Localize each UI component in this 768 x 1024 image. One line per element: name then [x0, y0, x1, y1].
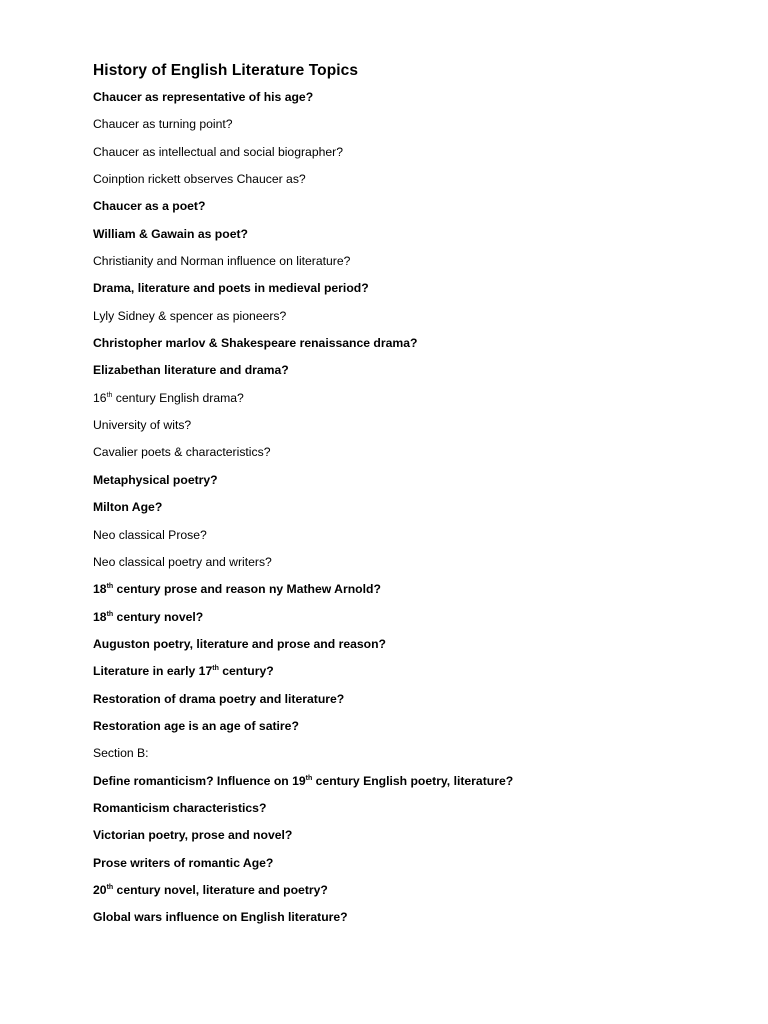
topic-text-continued: century prose and reason ny Mathew Arnold? [113, 582, 381, 597]
topic-item [93, 855, 733, 871]
topic-text: Define romanticism? Influence on 19 [93, 773, 306, 788]
topic-text: Metaphysical poetry? [93, 472, 218, 487]
topic-text: Victorian poetry, prose and novel? [93, 828, 293, 843]
topic-item [93, 909, 733, 925]
topic-text: Drama, literature and poets in medieval period? [93, 281, 369, 296]
topic-text: Global wars influence on English literature? [93, 910, 348, 925]
topic-item [93, 417, 733, 433]
topic-item [93, 89, 733, 105]
topic-text: University of wits? [93, 418, 192, 433]
topic-text: Section B: [93, 746, 149, 761]
ordinal-suffix: th [106, 610, 114, 618]
topic-text-continued: century novel? [113, 609, 204, 624]
topic-text: Lyly Sidney & spencer as pioneers? [93, 308, 287, 323]
ordinal-suffix: th [106, 391, 113, 399]
topic-item [93, 581, 733, 597]
topic-text: 18 [93, 609, 107, 624]
topic-text: Cavalier poets & characteristics? [93, 445, 271, 460]
topic-text: 16 [93, 390, 107, 405]
topic-text-continued: century English drama? [112, 390, 244, 405]
ordinal-suffix: th [305, 774, 313, 782]
topic-list [93, 89, 733, 925]
topic-text: Restoration age is an age of satire? [93, 718, 299, 733]
topic-item [93, 827, 733, 843]
topic-item [93, 116, 733, 132]
topic-text: Literature in early 17 [93, 664, 213, 679]
topic-item [93, 609, 733, 625]
topic-text: Chaucer as a poet? [93, 199, 206, 214]
topic-text-continued: century English poetry, literature? [312, 773, 514, 788]
topic-item [93, 800, 733, 816]
topic-text: Chaucer as turning point? [93, 117, 233, 132]
topic-text: Chaucer as representative of his age? [93, 90, 314, 104]
topic-item [93, 362, 733, 378]
topic-text: Prose writers of romantic Age? [93, 855, 274, 870]
topic-item [93, 691, 733, 707]
topic-text: 18 [93, 582, 107, 597]
document-page [93, 61, 733, 937]
topic-item [93, 527, 733, 543]
topic-text: Auguston poetry, literature and prose and reason? [93, 636, 386, 651]
topic-item [93, 773, 733, 789]
topic-text: Neo classical Prose? [93, 527, 207, 542]
topic-text-continued: century? [218, 664, 274, 679]
ordinal-suffix: th [212, 665, 219, 673]
topic-text: William & Gawain as poet? [93, 226, 248, 241]
topic-item [93, 444, 733, 460]
topic-item [93, 636, 733, 652]
topic-item [93, 745, 733, 761]
topic-text: Christopher marlov & Shakespeare renaissance drama? [93, 336, 418, 351]
topic-text: Christianity and Norman influence on literature? [93, 254, 351, 269]
topic-item [93, 472, 733, 488]
ordinal-suffix: th [106, 583, 114, 591]
topic-text: Restoration of drama poetry and literature? [93, 691, 345, 706]
topic-item [93, 882, 733, 898]
topic-text: Coinption rickett observes Chaucer as? [93, 172, 306, 187]
topic-item [93, 663, 733, 679]
ordinal-suffix: th [106, 883, 114, 891]
topic-text: Chaucer as intellectual and social biographer? [93, 144, 343, 159]
topic-item [93, 554, 733, 570]
topic-item [93, 280, 733, 296]
topic-item [93, 390, 733, 406]
topic-text: Milton Age? [93, 500, 163, 515]
topic-item [93, 718, 733, 734]
topic-item [93, 335, 733, 351]
topic-text: Elizabethan literature and drama? [93, 363, 289, 378]
topic-text: Romanticism characteristics? [93, 800, 267, 815]
topic-item [93, 198, 733, 214]
topic-item [93, 144, 733, 160]
topic-text: 20 [93, 882, 107, 897]
topic-text: Neo classical poetry and writers? [93, 554, 272, 569]
topic-item [93, 226, 733, 242]
topic-item [93, 171, 733, 187]
topic-text-continued: century novel, literature and poetry? [113, 882, 328, 897]
page-title: History of English Literature Topics [93, 62, 359, 79]
topic-item [93, 253, 733, 269]
topic-item [93, 308, 733, 324]
topic-item [93, 499, 733, 515]
